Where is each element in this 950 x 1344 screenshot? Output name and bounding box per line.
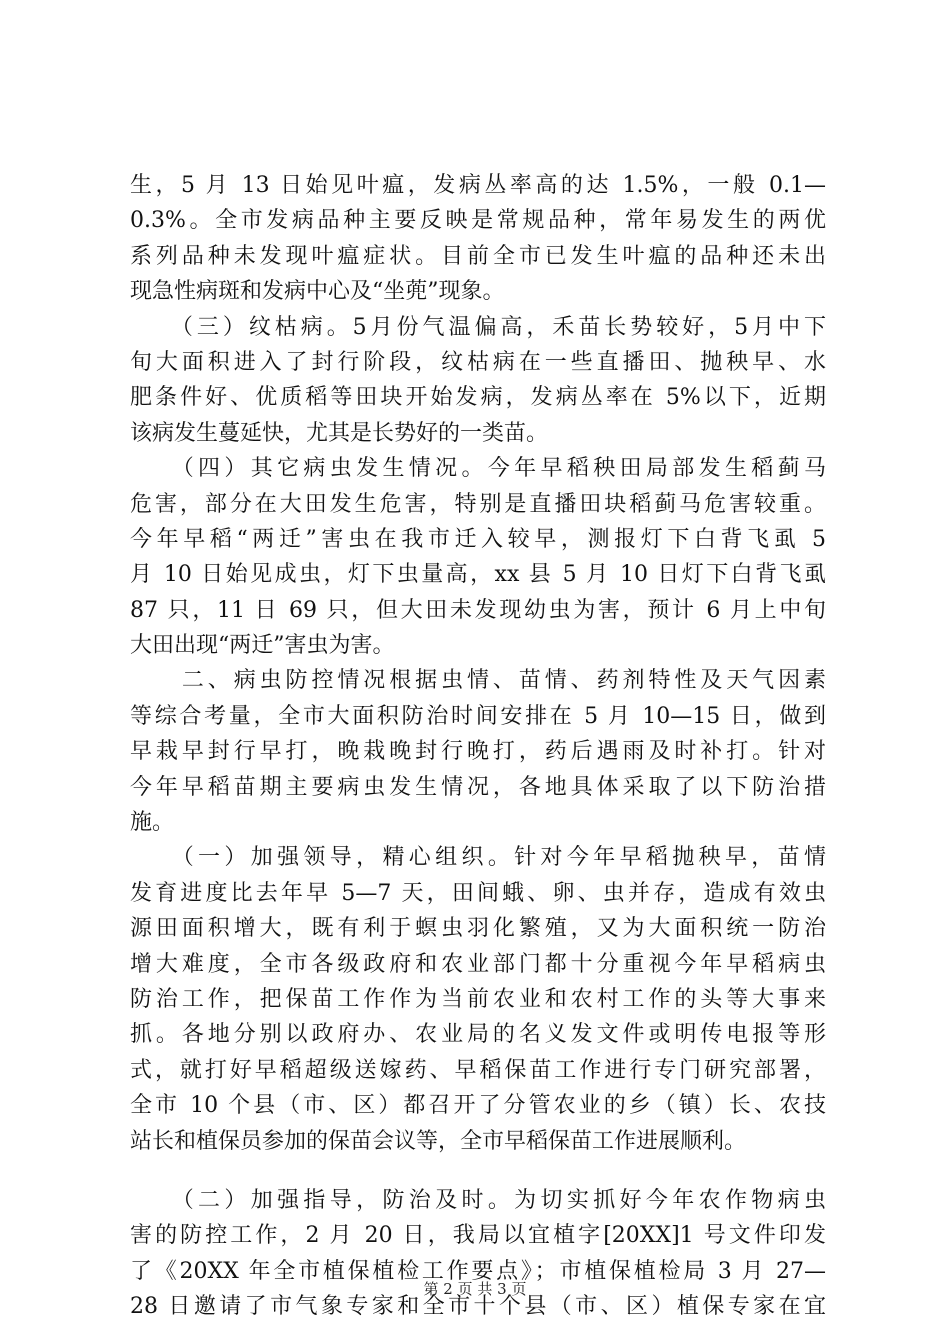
text-line: 月 10 日始见成虫，灯下虫量高，xx 县 5 月 10 日灯下白背飞虱	[130, 562, 826, 588]
text-line: （一）加强领导，精心组织。针对今年早稻抛秧早，苗情	[130, 845, 826, 871]
page-footer: 第 2 页 共 3 页	[423, 1280, 527, 1298]
text-line: 全市 10 个县（市、区）都召开了分管农业的乡（镇）长、农技	[130, 1093, 826, 1119]
text-line: 该病发生蔓延快，尤其是长势好的一类苗。	[130, 420, 549, 446]
text-line: 源田面积增大，既有利于螟虫羽化繁殖，又为大面积统一防治	[130, 916, 826, 942]
text-line: 害的防控工作，2 月 20 日，我局以宜植字[20XX]1 号文件印发	[130, 1223, 826, 1249]
text-line: 现急性病斑和发病中心及“坐蔸”现象。	[130, 279, 505, 305]
text-line: 系列品种未发现叶瘟症状。目前全市已发生叶瘟的品种还未出	[130, 243, 826, 269]
paragraph-block-b	[130, 1183, 826, 1325]
text-line: 防治工作，把保苗工作作为当前农业和农村工作的头等大事来	[130, 986, 826, 1012]
text-line: （四）其它病虫发生情况。今年早稻秧田局部发生稻蓟马	[130, 456, 826, 482]
text-line: 二、病虫防控情况根据虫情、苗情、药剂特性及天气因素	[130, 668, 826, 694]
body-text	[130, 168, 826, 1325]
paragraph-gap	[130, 1159, 826, 1183]
text-line: 站长和植保员参加的保苗会议等，全市早稻保苗工作进展顺利。	[130, 1128, 747, 1154]
paragraph-block-a	[130, 168, 826, 1159]
text-line: 今年早稻“两迁”害虫在我市迁入较早，测报灯下白背飞虱 5	[130, 526, 826, 552]
text-line: 增大难度，全市各级政府和农业部门都十分重视今年早稻病虫	[130, 951, 826, 977]
text-line: 施。	[130, 810, 175, 836]
text-line: 危害，部分在大田发生危害，特别是直播田块稻蓟马危害较重。	[130, 491, 826, 517]
text-line: 早栽早封行早打，晚栽晚封行晚打，药后遇雨及时补打。针对	[130, 739, 826, 765]
text-line: 抓。各地分别以政府办、农业局的名义发文件或明传电报等形	[130, 1022, 826, 1048]
text-line: 肥条件好、优质稻等田块开始发病，发病丛率在 5%以下，近期	[130, 385, 826, 411]
text-line: （三）纹枯病。5月份气温偏高，禾苗长势较好，5月中下	[130, 314, 826, 340]
text-line: 大田出现“两迁”害虫为害。	[130, 633, 395, 659]
text-line: 发育进度比去年早 5—7 天，田间蛾、卵、虫并存，造成有效虫	[130, 880, 826, 906]
text-line: 了《20XX 年全市植保植检工作要点》；市植保植检局 3 月 27—	[130, 1258, 826, 1284]
text-line: 旬大面积进入了封行阶段，纹枯病在一些直播田、抛秧早、水	[130, 349, 826, 375]
text-line: 式，就打好早稻超级送嫁药、早稻保苗工作进行专门研究部署，	[130, 1057, 826, 1083]
text-line: 0.3%。全市发病品种主要反映是常规品种，常年易发生的两优	[130, 208, 826, 234]
text-line: 87 只，11 日 69 只，但大田未发现幼虫为害，预计 6 月上中旬	[130, 597, 826, 623]
text-line: 今年早稻苗期主要病虫发生情况，各地具体采取了以下防治措	[130, 774, 826, 800]
text-line: 生，5 月 13 日始见叶瘟，发病丛率高的达 1.5%，一般 0.1—	[130, 173, 826, 198]
text-line: 28 日邀请了市气象专家和全市十个县（市、区）植保专家在宜	[130, 1294, 826, 1320]
text-line: （二）加强指导，防治及时。为切实抓好今年农作物病虫	[130, 1187, 826, 1213]
text-line: 等综合考量，全市大面积防治时间安排在 5 月 10—15 日，做到	[130, 703, 826, 729]
